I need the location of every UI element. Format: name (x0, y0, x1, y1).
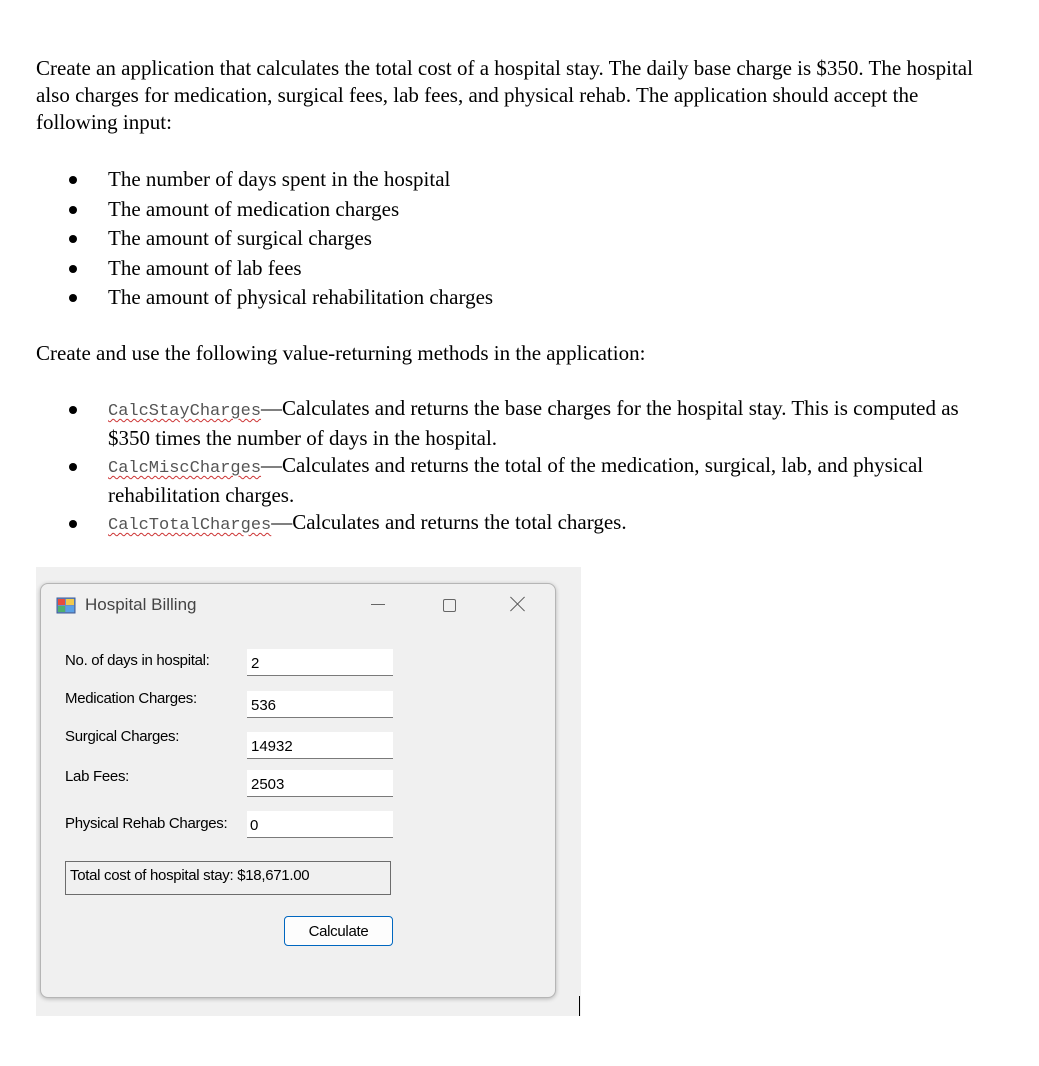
app-icon (56, 596, 76, 616)
rehab-input[interactable] (247, 811, 393, 838)
medication-input[interactable] (247, 691, 393, 718)
total-output-box (65, 861, 391, 895)
calculate-button[interactable]: Calculate (284, 916, 393, 946)
method-name: CalcStayCharges (108, 402, 262, 421)
title-bar[interactable] (41, 584, 555, 628)
method-name: CalcMiscCharges (108, 459, 262, 478)
method-desc: —Calculates and returns the total of the medication, surgical, lab, and physical rehabilitation charges. (108, 453, 924, 507)
medication-label: Medication Charges: (65, 690, 197, 707)
days-label: No. of days in hospital: (65, 652, 210, 669)
bullet-icon (69, 176, 77, 184)
methods-intro: Create and use the following value-returning methods in the application: (36, 341, 646, 365)
bullet-icon (69, 235, 77, 243)
surgical-label: Surgical Charges: (65, 728, 180, 745)
maximize-icon[interactable] (443, 599, 456, 612)
hospital-billing-window (40, 583, 556, 998)
bullet-icon (69, 463, 77, 471)
days-input[interactable] (247, 649, 393, 676)
minimize-icon[interactable] (371, 604, 385, 605)
bullet-icon (69, 520, 77, 528)
close-icon[interactable] (510, 596, 526, 612)
text-cursor (579, 996, 580, 1016)
bullet-icon (69, 265, 77, 273)
lab-label: Lab Fees: (65, 768, 130, 785)
lab-input[interactable] (247, 770, 393, 797)
method-name: CalcTotalCharges (108, 516, 272, 535)
bullet-icon (69, 406, 77, 414)
intro-paragraph: Create an application that calculates the total cost of a hospital stay. The daily base charge is $350. The hospital also charges for medication, surgical fees, lab fees, and physical rehab. The application should accept the following input: (36, 56, 973, 134)
total-output: Total cost of hospital stay: $18,671.00 (70, 867, 310, 884)
bullet-icon (69, 206, 77, 214)
bullet-icon (69, 294, 77, 302)
method-desc: —Calculates and returns the total charges. (271, 510, 627, 534)
method-desc: —Calculates and returns the base charges for the hospital stay. This is computed as $350 times the number of days in the hospital. (108, 396, 959, 450)
surgical-input[interactable] (247, 732, 393, 759)
window-title: Hospital Billing (85, 595, 197, 614)
rehab-label: Physical Rehab Charges: (65, 815, 228, 832)
